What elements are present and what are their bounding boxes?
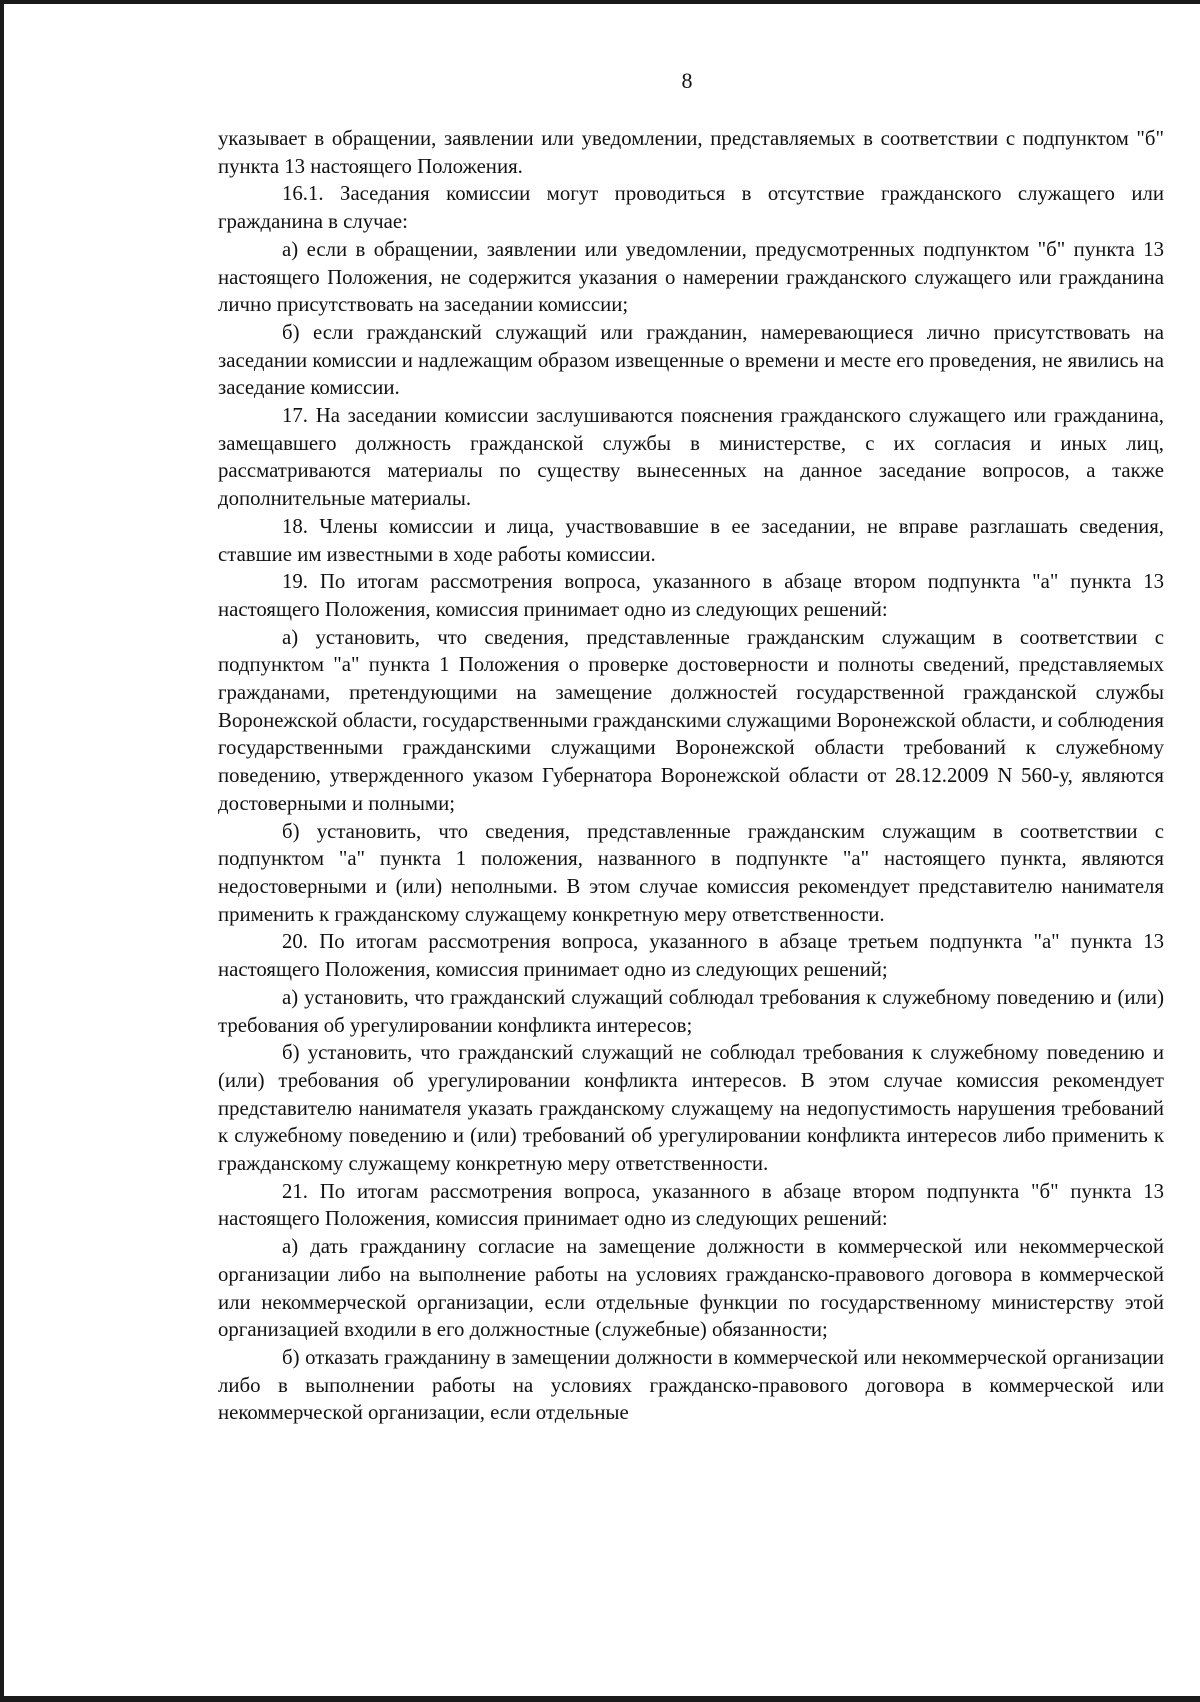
paragraph-17: 17. На заседании комиссии заслушиваются пояснения гражданского служащего или гражданина, замещавшего должность гражданской службы в министерстве, с их согласия и иных лиц, рассматриваются материалы по существу вынесенных на данное заседание вопросов, а также дополнительные материалы. [218, 404, 1164, 511]
paragraph-18: 18. Члены комиссии и лица, участвовавшие в ее заседании, не вправе разглашать сведения, ставшие им известными в ходе работы комиссии. [218, 514, 1164, 566]
paragraph-21: 21. По итогам рассмотрения вопроса, указанного в абзаце втором подпункта "б" пункта 13 настоящего Положения, комиссия принимает одно из следующих решений: [218, 1179, 1164, 1231]
paragraph-16-1: 16.1. Заседания комиссии могут проводиться в отсутствие гражданского служащего или гражданина в случае: [218, 182, 1164, 234]
paragraph-19: 19. По итогам рассмотрения вопроса, указанного в абзаце втором подпункта "а" пункта 13 настоящего Положения, комиссия принимает одно из следующих решений: [218, 570, 1164, 621]
paragraph-continuation: указывает в обращении, заявлении или уведомлении, представляемых в соответствии с подпунктом "б" пункта 13 настоящего Положения. [218, 127, 1164, 178]
scan-edge-top [0, 0, 1200, 4]
paragraph-16-1-b: б) если гражданский служащий или гражданин, намеревающиеся лично присутствовать на заседании комиссии и надлежащим образом извещенные о времени и месте его проведения, не явились на заседание комиссии. [218, 320, 1164, 400]
scan-edge-bottom [0, 1696, 1200, 1702]
paragraph-20-a: а) установить, что гражданский служащий соблюдал требования к служебному поведению и (или) требования об урегулировании конфликта интересов; [218, 985, 1164, 1037]
paragraph-20-b: б) установить, что гражданский служащий не соблюдал требования к служебному поведению и (или) требования об урегулировании конфликта интересов. В этом случае комиссия рекомендует представителю нанимателя указать гражданскому служащему на недопустимость нарушения требований к служебному поведению и (или) требований об урегулировании конфликта интересов либо применить к гражданскому служащему конкретную меру ответственности. [218, 1041, 1164, 1176]
paragraph-19-a: а) установить, что сведения, представленные гражданским служащим в соответствии с подпунктом "а" пункта 1 Положения о проверке достоверности и полноты сведений, представляемых гражданами, претендующими на замещение должностей государственной гражданской службы Воронежской области, государственными гражданскими служащими Воронежской области, и соблюдения государственными гражданскими служащими Воронежской области требований к служебному поведению, утвержденного указом Губернатора Воронежской области от 28.12.2009 N 560-у, являются достоверными и полными; [218, 625, 1164, 815]
scan-edge-left [0, 0, 4, 1702]
document-body [218, 125, 1164, 1427]
paragraph-16-1-a: а) если в обращении, заявлении или уведомлении, предусмотренных подпунктом "б" пункта 13 настоящего Положения, не содержится указания о намерении гражданского служащего или гражданина лично присутствовать на заседании комиссии; [218, 237, 1164, 317]
paragraph-21-a: а) дать гражданину согласие на замещение должности в коммерческой или некоммерческой организации либо на выполнение работы на условиях гражданско-правового договора в коммерческой или некоммерческой организации, если отдельные функции по государственному министерству этой организацией входили в его должностные (служебные) обязанности; [218, 1235, 1164, 1342]
page-number: 8 [681, 68, 693, 93]
paragraph-19-b: б) установить, что сведения, представленные гражданским служащим в соответствии с подпунктом "а" пункта 1 положения, названного в подпункте "а" настоящего пункта, являются недостоверными и (или) неполными. В этом случае комиссия рекомендует представителю нанимателя применить к гражданскому служащему конкретную меру ответственности. [218, 819, 1164, 926]
paragraph-21-b: б) отказать гражданину в замещении должности в коммерческой или некоммерческой организации либо в выполнении работы на условиях гражданско-правового договора в коммерческой или некоммерческой организации, если отдельные [218, 1345, 1164, 1425]
paragraph-20: 20. По итогам рассмотрения вопроса, указанного в абзаце третьем подпункта "а" пункта 13 настоящего Положения, комиссия принимает одно из следующих решений; [218, 930, 1164, 982]
